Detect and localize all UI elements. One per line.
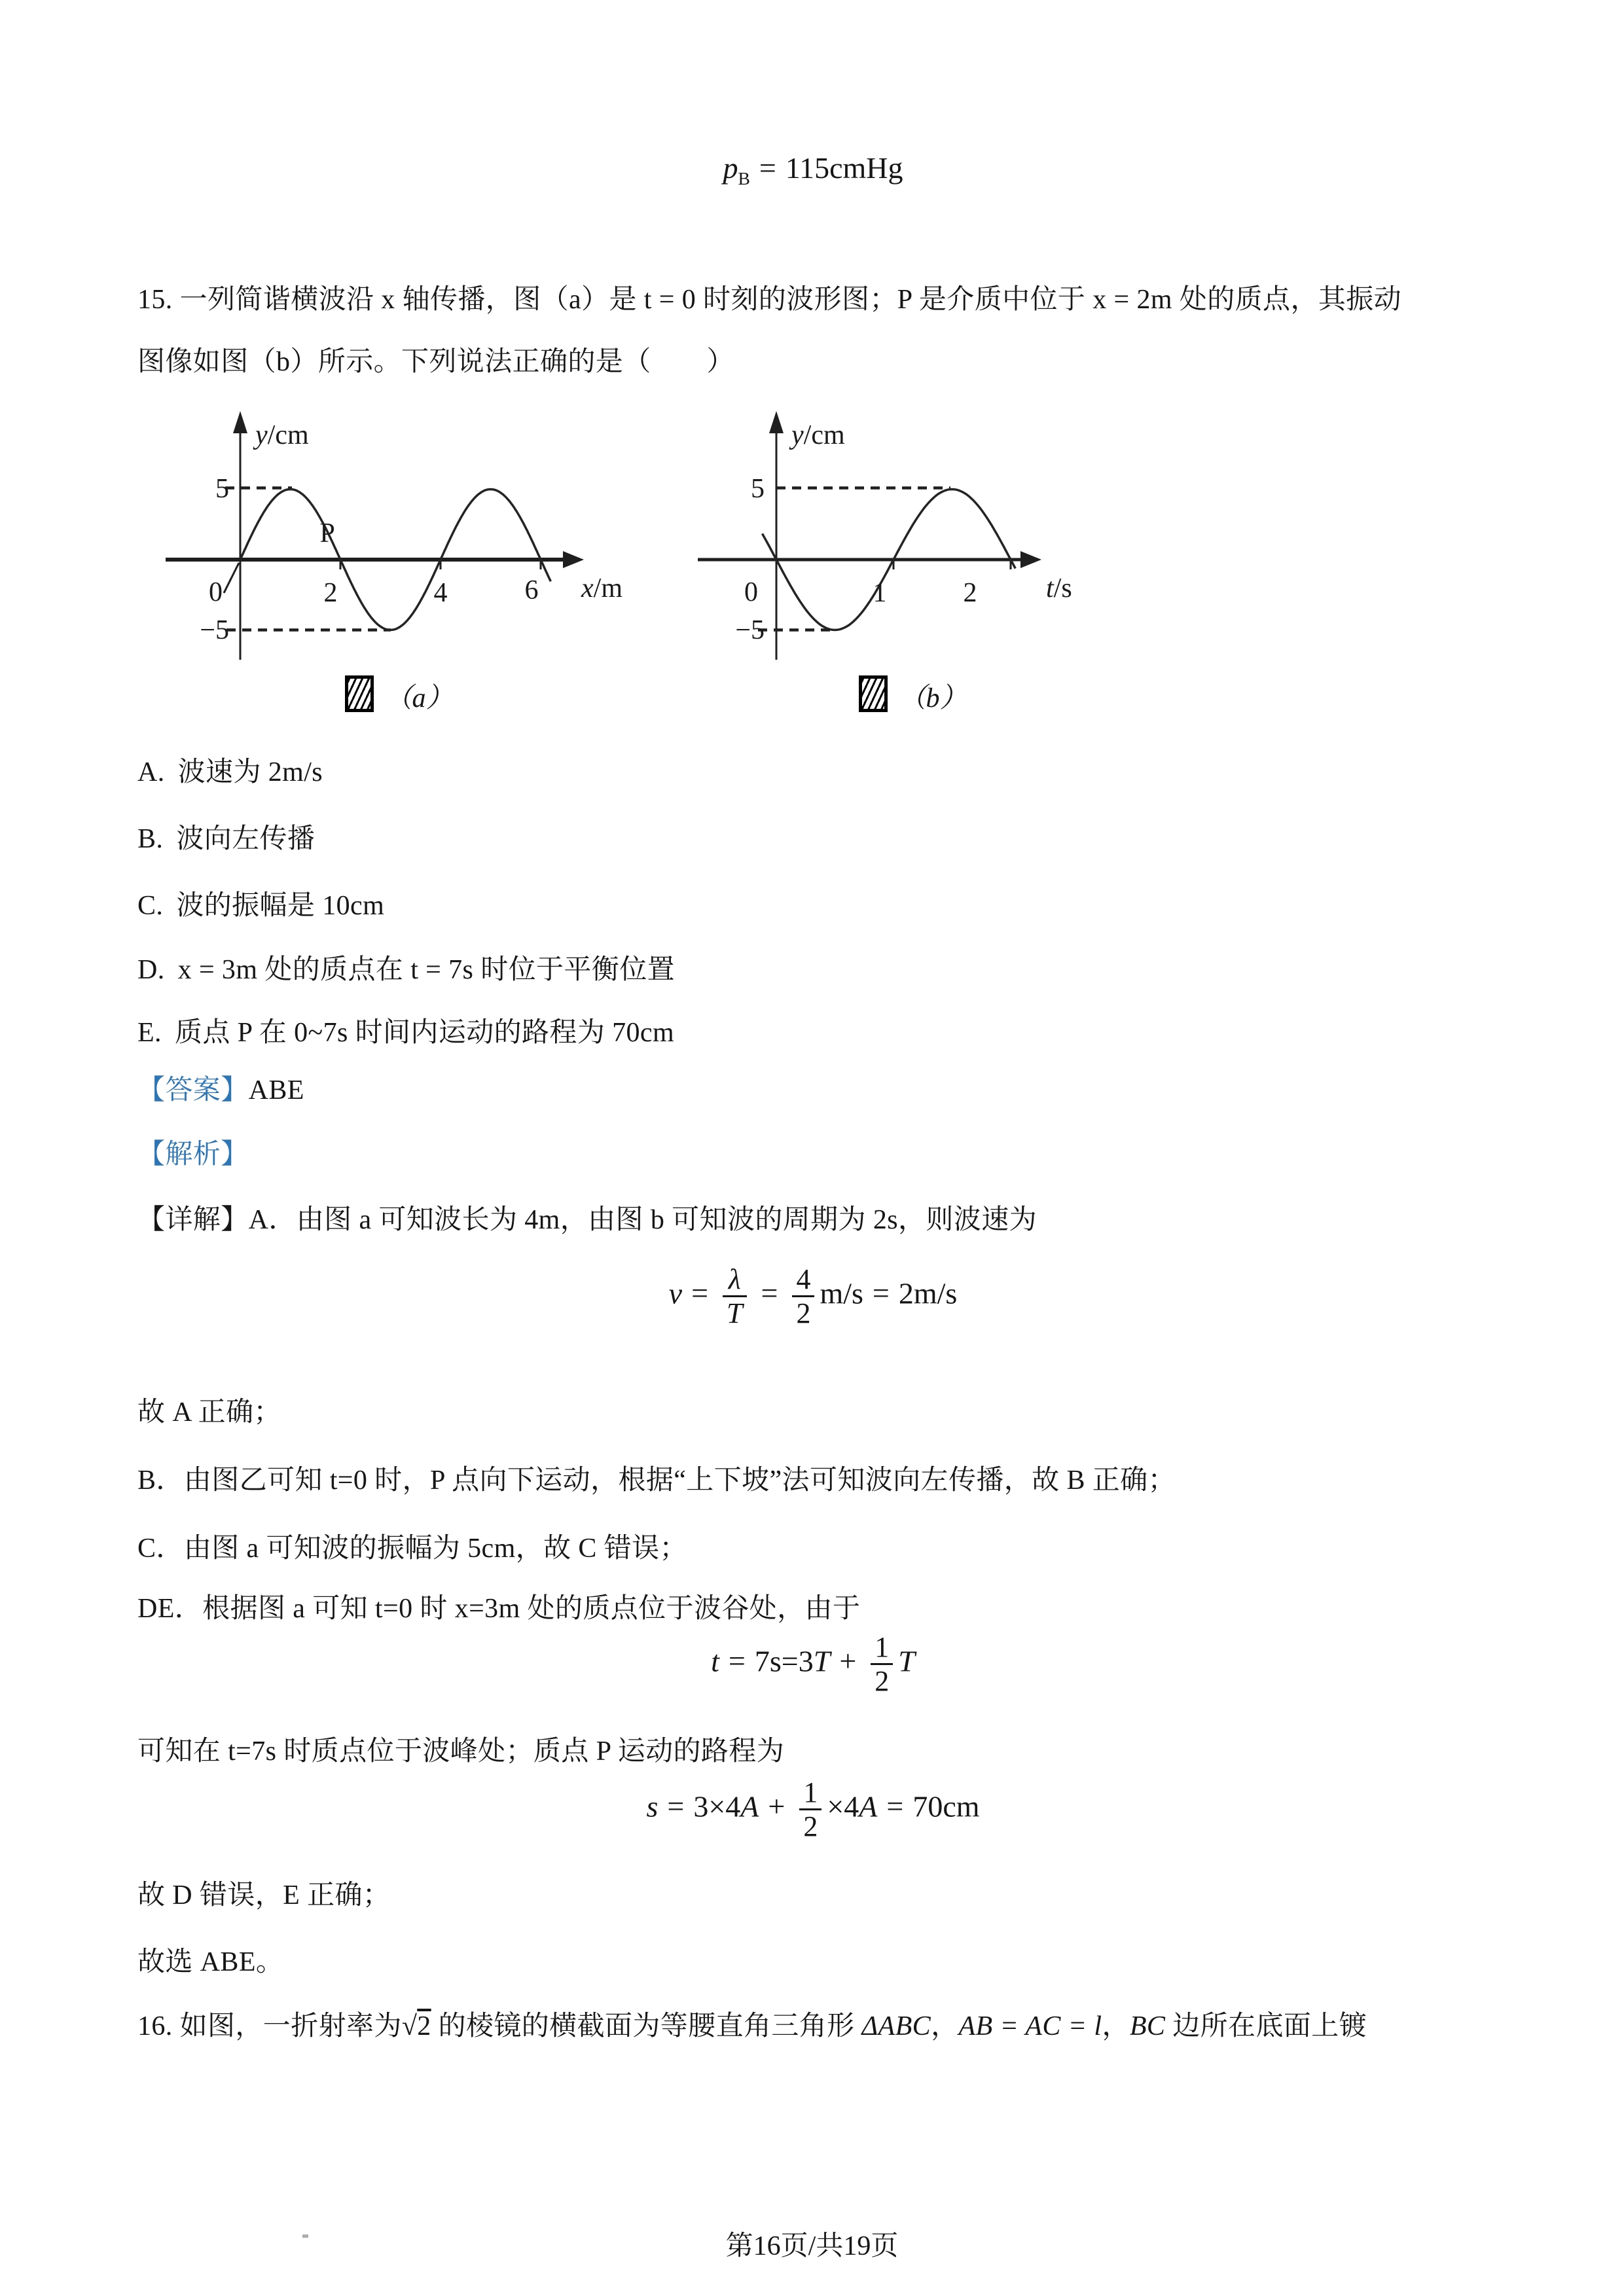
equation-s [137,1776,1489,1843]
equation-pb-sub: B [738,168,750,189]
x-axis-arrow-icon [563,551,584,568]
option-a [137,750,323,789]
detail-label: 【详解】 [137,1205,249,1235]
detail-line-a-text: A．由图 a 可知波长为 4m，由图 b 可知波的周期为 2s，则波速为 [248,1205,1037,1235]
equation-s-A1: A [740,1789,759,1823]
equation-s-result: 70cm [912,1789,980,1823]
option-a-text: 波速为 2m/s [177,757,323,787]
ytick-minus5: −5 [200,615,229,645]
question16-mid: 的棱镜的横截面为等腰直角三角形 [431,2011,862,2041]
answer-value: ABE [248,1075,304,1105]
equation-pb-rhs: 115cmHg [785,151,903,185]
figure-b-caption-label: （b） [898,683,967,713]
ytick-5: 5 [215,474,229,504]
x-axis-label: t/s [1046,573,1072,603]
equation-s-part2: ×4 [827,1789,859,1823]
oscillation-graph-b [685,403,1104,685]
equals: = [667,1789,685,1823]
equals: = [691,1276,709,1310]
xtick-2: 2 [963,578,977,608]
option-e-text: 质点 P 在 0~7s 时间内运动的路程为 70cm [174,1018,675,1048]
xtick-4: 4 [433,578,448,608]
detail-line-mid: 可知在 t=7s 时质点位于波峰处；质点 P 运动的路程为 [137,1736,785,1767]
question16-bc: BC [1129,2011,1166,2041]
glitched-tu-glyph-icon [859,675,888,712]
equation-s-part1: 3×4 [693,1789,741,1823]
equation-pb-eq: = [759,151,776,185]
equals: = [886,1789,904,1823]
fraction-1-2: $\frac{1}{2}$ [799,1776,821,1843]
x-axis-label: x/m [581,573,623,603]
fraction-1-2: $\frac{1}{2}$ [871,1631,893,1698]
waveform-graph-a [156,403,627,685]
question16-pre: 16. 如图，一折射率为 [137,2011,402,2041]
question16-stem: 16. 如图，一折射率为√2 的棱镜的横截面为等腰直角三角形 ΔABC，AB = AC = l，BC 边所在底面上镀 [137,2011,1367,2041]
option-d-text: x = 3m 处的质点在 t = 7s 时位于平衡位置 [177,955,675,985]
scan-artifact-dot [302,2234,308,2238]
answer-label: 【答案】 [137,1075,249,1105]
equation-t-var: t [711,1644,719,1678]
equation-t-part1: 7s=3 [754,1644,814,1678]
equation-s-var: s [646,1789,659,1823]
origin-slash [224,563,239,593]
conclusion-a: 故 A 正确； [137,1397,281,1427]
detail-line-a [137,1198,1037,1237]
xtick-6: 6 [524,575,539,605]
final-choice: 故选 ABE。 [137,1947,284,1977]
figure-a-caption-label: （a） [384,683,454,713]
equation-t-T2: T [898,1644,915,1678]
option-b-label: B. [137,824,164,854]
option-d-label: D. [137,955,165,985]
question16-triangle: ΔABC [861,2011,931,2041]
conclusion-de: 故 D 错误，E 正确； [137,1880,391,1910]
plus: + [768,1789,785,1823]
analysis-label: 【解析】 [137,1139,249,1170]
option-a-label: A. [137,757,165,787]
fraction-4-2: $\frac{4}{2}$ [792,1263,814,1330]
option-d [137,948,675,987]
question15-stem-line2: 图像如图（b）所示。下列说法正确的是（ ） [137,347,734,377]
equation-pb [137,151,1489,189]
detail-line-c: C．由图 a 可知波的振幅为 5cm，故 C 错误； [137,1534,687,1564]
equals: = [872,1276,890,1310]
question16-tail: 边所在底面上镀 [1165,2011,1367,2041]
y-axis-label: y/cm [791,420,845,450]
figure-b-caption [789,675,1038,715]
xtick-1: 1 [873,578,887,608]
option-b [137,817,315,856]
question15-stem-line1: 15. 一列简谐横波沿 x 轴传播，图（a）是 t = 0 时刻的波形图；P 是介质中位于 x = 2m 处的质点，其振动 [137,285,1402,315]
option-e [137,1011,674,1050]
origin-label: 0 [744,577,758,607]
figure-a-caption [275,675,524,715]
equation-t-T1: T [813,1644,831,1678]
option-c [137,884,384,923]
ytick-minus5: −5 [735,615,765,645]
equation-t [137,1631,1489,1698]
equation-v [137,1263,1489,1330]
sqrt-radical: √2 [401,2011,431,2041]
equation-pb-var: p [723,151,738,185]
page-number: 第16页/共19页 [725,2231,899,2261]
xtick-2: 2 [323,578,338,608]
equals: = [761,1276,778,1310]
question16-relation: AB = AC = l [958,2011,1102,2041]
ytick-5: 5 [751,474,765,504]
fraction-lambda-T: $\frac{\lambda}{T}$ [723,1263,746,1330]
point-p-label: P [319,518,335,548]
y-axis-label: y/cm [255,420,309,450]
equation-v-unit: m/s [820,1276,863,1310]
option-e-label: E. [137,1018,162,1048]
answer-line [137,1068,304,1107]
detail-line-b: B．由图乙可知 t=0 时，P 点向下运动，根据“上下坡”法可知波向左传播，故 B 正确； [137,1465,1176,1496]
equals: = [728,1644,746,1678]
equation-s-A2: A [859,1789,878,1823]
y-axis-arrow-icon [769,411,784,433]
option-c-text: 波的振幅是 10cm [176,891,385,921]
option-c-label: C. [137,891,164,921]
equation-v-result: 2m/s [898,1276,958,1310]
detail-line-de: DE．根据图 a 可知 t=0 时 x=3m 处的质点位于波谷处，由于 [137,1594,861,1624]
y-axis-arrow-icon [233,411,247,433]
x-axis-arrow-icon [1020,551,1041,568]
option-b-text: 波向左传播 [176,824,316,854]
glitched-tu-glyph-icon [345,675,374,712]
origin-label: 0 [209,577,223,607]
equation-v-var: v [668,1276,683,1310]
plus: + [839,1644,857,1678]
